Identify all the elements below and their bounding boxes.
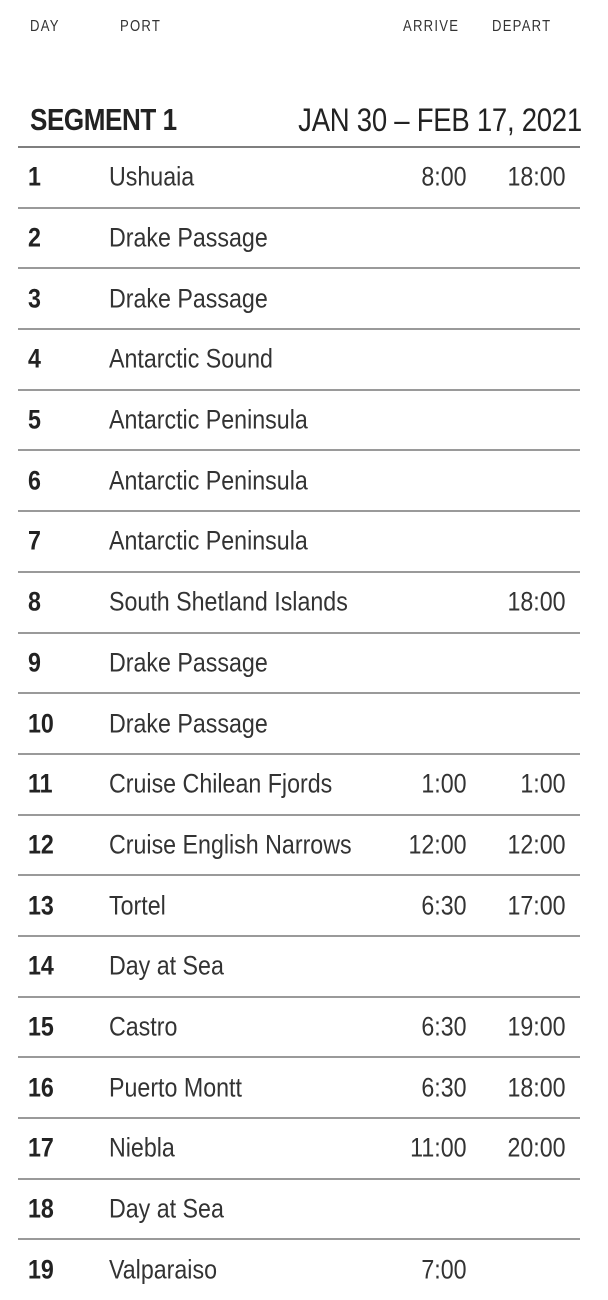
day-cell: 8 [28,586,41,617]
port-cell: Drake Passage [109,283,268,314]
day-cell: 6 [28,465,41,496]
itinerary-row [18,330,580,391]
port-cell: Ushuaia [109,161,195,192]
itinerary-row [18,269,580,330]
port-cell: Castro [109,1011,178,1042]
arrive-cell: 6:30 [421,890,467,921]
day-cell: 19 [28,1254,54,1285]
segment-title: SEGMENT 1 [30,102,177,137]
day-cell: 1 [28,161,41,192]
day-cell: 13 [28,890,54,921]
itinerary-row [18,755,580,816]
itinerary-row [18,694,580,755]
depart-cell: 18:00 [507,161,566,192]
itinerary-row [18,634,580,695]
day-cell: 15 [28,1011,54,1042]
column-header-port: PORT [120,18,162,35]
arrive-cell: 6:30 [421,1011,467,1042]
port-cell: Antarctic Peninsula [109,525,308,556]
itinerary-row [18,148,580,209]
depart-cell: 19:00 [507,1011,566,1042]
day-cell: 2 [28,222,41,253]
arrive-cell: 11:00 [410,1132,467,1163]
itinerary-table [18,148,580,1299]
itinerary-row [18,209,580,270]
itinerary-row [18,1119,580,1180]
day-cell: 5 [28,404,41,435]
port-cell: Drake Passage [109,647,268,678]
arrive-cell: 8:00 [421,161,467,192]
arrive-cell: 12:00 [408,829,467,860]
day-cell: 16 [28,1072,54,1103]
port-cell: Antarctic Peninsula [109,404,308,435]
itinerary-row [18,573,580,634]
depart-cell: 1:00 [520,768,566,799]
column-header-day: DAY [30,18,60,35]
day-cell: 4 [28,343,41,374]
port-cell: Drake Passage [109,708,268,739]
port-cell: Cruise English Narrows [109,829,352,860]
arrive-cell: 1:00 [421,768,467,799]
itinerary-row [18,1058,580,1119]
itinerary-row [18,937,580,998]
day-cell: 9 [28,647,41,678]
port-cell: Day at Sea [109,950,224,981]
depart-cell: 12:00 [507,829,566,860]
itinerary-row [18,451,580,512]
port-cell: Puerto Montt [109,1072,242,1103]
port-cell: Cruise Chilean Fjords [109,768,333,799]
itinerary-row [18,391,580,452]
itinerary-row [18,816,580,877]
port-cell: Valparaiso [109,1254,217,1285]
day-cell: 12 [28,829,54,860]
segment-dates: JAN 30 – FEB 17, 2021 [298,101,582,138]
arrive-cell: 6:30 [421,1072,467,1103]
day-cell: 3 [28,283,41,314]
depart-cell: 18:00 [507,1072,566,1103]
day-cell: 7 [28,525,41,556]
day-cell: 10 [28,708,54,739]
port-cell: Tortel [109,890,166,921]
port-cell: Drake Passage [109,222,268,253]
depart-cell: 20:00 [507,1132,566,1163]
column-header-depart: DEPART [492,18,552,35]
day-cell: 17 [28,1132,54,1163]
depart-cell: 17:00 [507,890,566,921]
depart-cell: 18:00 [507,586,566,617]
itinerary-row [18,876,580,937]
column-header-arrive: ARRIVE [403,18,460,35]
day-cell: 14 [28,950,54,981]
itinerary-row [18,512,580,573]
port-cell: Niebla [109,1132,175,1163]
port-cell: South Shetland Islands [109,586,348,617]
port-cell: Antarctic Sound [109,343,273,374]
day-cell: 18 [28,1193,54,1224]
port-cell: Antarctic Peninsula [109,465,308,496]
itinerary-row [18,998,580,1059]
arrive-cell: 7:00 [421,1254,467,1285]
segment-heading [30,98,582,142]
port-cell: Day at Sea [109,1193,224,1224]
itinerary-row [18,1240,580,1299]
day-cell: 11 [28,768,53,799]
itinerary-row [18,1180,580,1241]
